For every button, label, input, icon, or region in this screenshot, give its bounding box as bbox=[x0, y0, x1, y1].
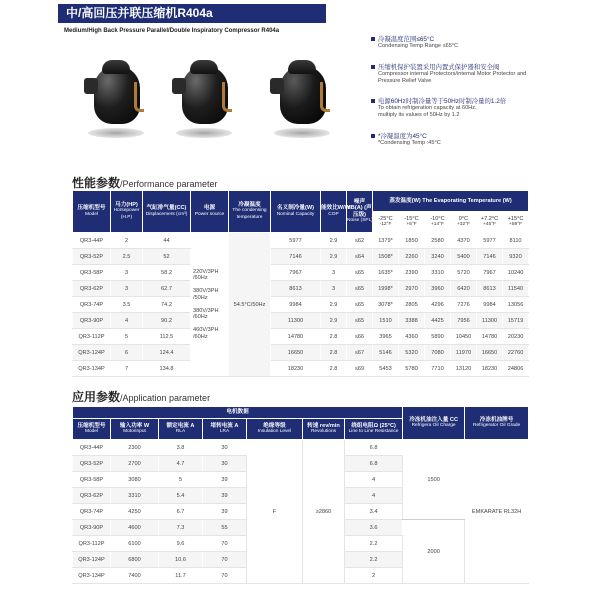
evap-value-cell: 8110 bbox=[503, 233, 529, 249]
capacity-cell: 18230 bbox=[271, 361, 321, 377]
header-revolutions: 转速 rev/min Revolutions bbox=[303, 419, 345, 440]
table-row bbox=[73, 345, 529, 361]
rla-cell: 5 bbox=[159, 472, 203, 488]
evap-value-cell: 5720 bbox=[451, 265, 477, 281]
feature-zh: *冷凝温度为45°C bbox=[378, 133, 427, 140]
header-oil-brand: 冷冻机油牌号 Refrigerator Oil Grade bbox=[465, 407, 529, 440]
resistance-cell: 4 bbox=[345, 488, 403, 504]
noise-cell: ≤69 bbox=[347, 361, 373, 377]
evap-value-cell: 3240 bbox=[425, 249, 451, 265]
header-displacement: 气缸排气量(CC) Displacement (cm³) bbox=[143, 191, 191, 233]
evap-value-cell: 18230 bbox=[477, 361, 503, 377]
model-cell: QR3-112P bbox=[73, 536, 111, 552]
evap-value-cell: 8613 bbox=[477, 281, 503, 297]
feature-item bbox=[378, 98, 554, 119]
header-motor-data: 电机数据 bbox=[73, 407, 403, 419]
performance-table bbox=[72, 190, 529, 377]
evap-value-cell: 11300 bbox=[477, 313, 503, 329]
evap-value-cell: 2260 bbox=[399, 249, 425, 265]
hp-cell: 3 bbox=[111, 281, 143, 297]
hp-cell: 6 bbox=[111, 345, 143, 361]
model-cell: QR3-44P bbox=[73, 440, 111, 456]
evap-value-cell: 7710 bbox=[425, 361, 451, 377]
cop-cell: 2.9 bbox=[321, 297, 347, 313]
rla-cell: 4.7 bbox=[159, 456, 203, 472]
noise-cell: ≤67 bbox=[347, 345, 373, 361]
header-evap-col: +7.2°C +45°F bbox=[477, 212, 503, 233]
table-row bbox=[73, 313, 529, 329]
capacity-cell: 11300 bbox=[271, 313, 321, 329]
rla-cell: 9.6 bbox=[159, 536, 203, 552]
page-title: 中/高回压并联压缩机R404a bbox=[58, 4, 326, 23]
oil-brand-cell: EMKARATE RL32H bbox=[465, 440, 529, 584]
resistance-cell: 4 bbox=[345, 472, 403, 488]
input-cell: 7400 bbox=[111, 568, 159, 584]
model-cell: QR3-124P bbox=[73, 345, 111, 361]
displacement-cell: 52 bbox=[143, 249, 191, 265]
feature-zh: 冷凝温度范围≤65°C bbox=[378, 36, 435, 43]
input-cell: 6100 bbox=[111, 536, 159, 552]
lra-cell: 39 bbox=[203, 472, 247, 488]
bullet-icon bbox=[371, 65, 375, 69]
capacity-cell: 5977 bbox=[271, 233, 321, 249]
capacity-cell: 14780 bbox=[271, 329, 321, 345]
evap-value-cell: 4425 bbox=[425, 313, 451, 329]
capacity-cell: 8613 bbox=[271, 281, 321, 297]
model-cell: QR3-134P bbox=[73, 568, 111, 584]
header-evap-col: +15°C +59°F bbox=[503, 212, 529, 233]
hp-cell: 4 bbox=[111, 313, 143, 329]
lra-cell: 39 bbox=[203, 488, 247, 504]
evap-value-cell: 7080 bbox=[425, 345, 451, 361]
rla-cell: 3.8 bbox=[159, 440, 203, 456]
capacity-cell: 16650 bbox=[271, 345, 321, 361]
resistance-cell: 3.4 bbox=[345, 504, 403, 520]
lra-cell: 70 bbox=[203, 552, 247, 568]
rla-cell: 7.3 bbox=[159, 520, 203, 536]
capacity-cell: 7967 bbox=[271, 265, 321, 281]
evap-value-cell: 7276 bbox=[451, 297, 477, 313]
evap-value-cell: 9320 bbox=[503, 249, 529, 265]
power-source-cell: 220V/3PH /60Hz 380V/3PH /50Hz 380V/3PH /60Hz 460V/3PH /60Hz bbox=[191, 233, 229, 377]
evap-value-cell: 7956 bbox=[451, 313, 477, 329]
evap-value-cell: 11540 bbox=[503, 281, 529, 297]
evap-value-cell: 9984 bbox=[477, 297, 503, 313]
header-rla: 额定电流 A RLA bbox=[159, 419, 203, 440]
noise-cell: ≤62 bbox=[347, 233, 373, 249]
condensing-temp-cell: 54.5°C/50Hz bbox=[229, 233, 271, 377]
evap-value-cell: 10450 bbox=[451, 329, 477, 345]
header-condensing: 冷凝温度 The condensing temperature bbox=[229, 191, 271, 233]
section-title-application: 应用参数/Application parameter bbox=[72, 390, 211, 404]
model-cell: QR3-58P bbox=[73, 472, 111, 488]
cop-cell: 2.9 bbox=[321, 313, 347, 329]
lra-cell: 30 bbox=[203, 456, 247, 472]
rla-cell: 11.7 bbox=[159, 568, 203, 584]
displacement-cell: 44 bbox=[143, 233, 191, 249]
lra-cell: 39 bbox=[203, 504, 247, 520]
evap-value-cell: 13056 bbox=[503, 297, 529, 313]
displacement-cell: 90.2 bbox=[143, 313, 191, 329]
evap-value-cell: 1998* bbox=[373, 281, 399, 297]
table-row bbox=[73, 440, 529, 456]
header-oil-charge: 冷冻机油注入量 CC Refrigera Oil Charge bbox=[403, 407, 465, 440]
header-insulation: 绝缘等级 Insulation Level bbox=[247, 419, 303, 440]
rla-cell: 10.6 bbox=[159, 552, 203, 568]
evap-value-cell: 5453 bbox=[373, 361, 399, 377]
cop-cell: 2.8 bbox=[321, 345, 347, 361]
input-cell: 3310 bbox=[111, 488, 159, 504]
lra-cell: 70 bbox=[203, 536, 247, 552]
cop-cell: 2.9 bbox=[321, 249, 347, 265]
oil-charge-cell: 1500 bbox=[403, 440, 465, 520]
feature-item bbox=[378, 64, 548, 85]
feature-en: Compressor internal Protectors/internal Motor Protector and Pressure Relief Valve bbox=[378, 71, 527, 84]
lra-cell: 55 bbox=[203, 520, 247, 536]
cop-cell: 3 bbox=[321, 281, 347, 297]
header-evaporating: 蒸发温度(W) The Evaporating Temperature (W) bbox=[373, 191, 529, 212]
evap-value-cell: 5977 bbox=[477, 233, 503, 249]
evap-value-cell: 1508* bbox=[373, 249, 399, 265]
input-cell: 4250 bbox=[111, 504, 159, 520]
feature-en: *Condensing Temp :45°C bbox=[378, 140, 441, 146]
evap-value-cell: 13120 bbox=[451, 361, 477, 377]
cop-cell: 2.8 bbox=[321, 361, 347, 377]
model-cell: QR3-74P bbox=[73, 297, 111, 313]
table-row bbox=[73, 297, 529, 313]
insulation-cell: F bbox=[247, 440, 303, 584]
hp-cell: 3.5 bbox=[111, 297, 143, 313]
evap-value-cell: 5400 bbox=[451, 249, 477, 265]
input-cell: 2300 bbox=[111, 440, 159, 456]
header-evap-col: -10°C +14°F bbox=[425, 212, 451, 233]
evap-value-cell: 2390 bbox=[399, 265, 425, 281]
evap-value-cell: 6420 bbox=[451, 281, 477, 297]
hp-cell: 3 bbox=[111, 265, 143, 281]
evap-value-cell: 11970 bbox=[451, 345, 477, 361]
evap-value-cell: 14780 bbox=[477, 329, 503, 345]
noise-cell: ≤65 bbox=[347, 313, 373, 329]
noise-cell: ≤65 bbox=[347, 281, 373, 297]
page-subtitle: Medium/High Back Pressure Parallel/Double Inspiratory Compressor R404a bbox=[64, 28, 280, 34]
evap-value-cell: 5146 bbox=[373, 345, 399, 361]
model-cell: QR3-90P bbox=[73, 313, 111, 329]
cop-cell: 2.9 bbox=[321, 233, 347, 249]
oil-charge-cell: 2000 bbox=[403, 520, 465, 584]
displacement-cell: 62.7 bbox=[143, 281, 191, 297]
displacement-cell: 58.2 bbox=[143, 265, 191, 281]
table-row bbox=[73, 249, 529, 265]
table-row bbox=[73, 361, 529, 377]
header-evap-col: -15°C +5°F bbox=[399, 212, 425, 233]
header-cop: 能效比W/W COP bbox=[321, 191, 347, 233]
evap-value-cell: 2580 bbox=[425, 233, 451, 249]
evap-value-cell: 7967 bbox=[477, 265, 503, 281]
rla-cell: 5.4 bbox=[159, 488, 203, 504]
header-model: 压缩机型号 Model bbox=[73, 419, 111, 440]
header-hp: 马力(HP) Horsepower (H.P) bbox=[111, 191, 143, 233]
model-cell: QR3-44P bbox=[73, 233, 111, 249]
revolutions-cell: ≥2860 bbox=[303, 440, 345, 584]
evap-value-cell: 4296 bbox=[425, 297, 451, 313]
feature-item bbox=[378, 36, 548, 50]
lra-cell: 70 bbox=[203, 568, 247, 584]
hp-cell: 5 bbox=[111, 329, 143, 345]
displacement-cell: 134.8 bbox=[143, 361, 191, 377]
resistance-cell: 3.6 bbox=[345, 520, 403, 536]
evap-value-cell: 24806 bbox=[503, 361, 529, 377]
feature-zh: 电源60Hz时制冷量等于50Hz时制冷量的1.2倍 bbox=[378, 98, 507, 105]
evap-value-cell: 3960 bbox=[425, 281, 451, 297]
compressor-image bbox=[268, 56, 332, 138]
input-cell: 3080 bbox=[111, 472, 159, 488]
evap-value-cell: 2970 bbox=[399, 281, 425, 297]
header-power: 电源 Power source bbox=[191, 191, 229, 233]
header-noise: 噪声dB(A) (声压级) Noise (SPL) bbox=[347, 191, 373, 233]
feature-zh: 压缩机保护装置采用内置式保护器和安全阀 bbox=[378, 64, 500, 71]
table-row bbox=[73, 329, 529, 345]
cop-cell: 3 bbox=[321, 265, 347, 281]
input-cell: 6800 bbox=[111, 552, 159, 568]
compressor-image bbox=[170, 56, 234, 138]
evap-value-cell: 5890 bbox=[425, 329, 451, 345]
bullet-icon bbox=[371, 134, 375, 138]
evap-value-cell: 1635* bbox=[373, 265, 399, 281]
evap-value-cell: 16650 bbox=[477, 345, 503, 361]
resistance-cell: 2 bbox=[345, 568, 403, 584]
header-lra: 堵转电流 A LRA bbox=[203, 419, 247, 440]
displacement-cell: 124.4 bbox=[143, 345, 191, 361]
input-cell: 2700 bbox=[111, 456, 159, 472]
model-cell: QR3-124P bbox=[73, 552, 111, 568]
model-cell: QR3-74P bbox=[73, 504, 111, 520]
evap-value-cell: 15719 bbox=[503, 313, 529, 329]
compressor-image bbox=[82, 56, 146, 138]
resistance-cell: 2.2 bbox=[345, 552, 403, 568]
header-evap-col: -25°C -12°F bbox=[373, 212, 399, 233]
section-title-performance: 性能参数/Performance parameter bbox=[72, 176, 218, 190]
noise-cell: ≤66 bbox=[347, 329, 373, 345]
bullet-icon bbox=[371, 37, 375, 41]
feature-en: Condensing Temp Range ≤65°C bbox=[378, 43, 459, 49]
hp-cell: 7 bbox=[111, 361, 143, 377]
resistance-cell: 6.8 bbox=[345, 440, 403, 456]
table-row bbox=[73, 281, 529, 297]
cop-cell: 2.8 bbox=[321, 329, 347, 345]
evap-value-cell: 5780 bbox=[399, 361, 425, 377]
noise-cell: ≤65 bbox=[347, 297, 373, 313]
evap-value-cell: 4360 bbox=[399, 329, 425, 345]
input-cell: 4600 bbox=[111, 520, 159, 536]
displacement-cell: 112.5 bbox=[143, 329, 191, 345]
evap-value-cell: 1850 bbox=[399, 233, 425, 249]
rla-cell: 6.7 bbox=[159, 504, 203, 520]
model-cell: QR3-52P bbox=[73, 249, 111, 265]
model-cell: QR3-90P bbox=[73, 520, 111, 536]
evap-value-cell: 4370 bbox=[451, 233, 477, 249]
model-cell: QR3-58P bbox=[73, 265, 111, 281]
hp-cell: 2 bbox=[111, 233, 143, 249]
table-row bbox=[73, 265, 529, 281]
model-cell: QR3-134P bbox=[73, 361, 111, 377]
evap-value-cell: 1379* bbox=[373, 233, 399, 249]
application-table bbox=[72, 406, 529, 584]
evap-value-cell: 5320 bbox=[399, 345, 425, 361]
model-cell: QR3-52P bbox=[73, 456, 111, 472]
model-cell: QR3-62P bbox=[73, 281, 111, 297]
bullet-icon bbox=[371, 99, 375, 103]
table-row bbox=[73, 233, 529, 249]
capacity-cell: 9984 bbox=[271, 297, 321, 313]
header-model: 压缩机型号 Model bbox=[73, 191, 111, 233]
evap-value-cell: 2805 bbox=[399, 297, 425, 313]
evap-value-cell: 10240 bbox=[503, 265, 529, 281]
capacity-cell: 7146 bbox=[271, 249, 321, 265]
evap-value-cell: 22760 bbox=[503, 345, 529, 361]
hp-cell: 2.5 bbox=[111, 249, 143, 265]
header-capacity: 名义制冷量(W) Nominal Capacity bbox=[271, 191, 321, 233]
resistance-cell: 6.8 bbox=[345, 456, 403, 472]
evap-value-cell: 7146 bbox=[477, 249, 503, 265]
model-cell: QR3-62P bbox=[73, 488, 111, 504]
header-input: 输入功率 W Motorinput bbox=[111, 419, 159, 440]
resistance-cell: 2.2 bbox=[345, 536, 403, 552]
noise-cell: ≤65 bbox=[347, 265, 373, 281]
lra-cell: 30 bbox=[203, 440, 247, 456]
header-evap-col: 0°C +32°F bbox=[451, 212, 477, 233]
evap-value-cell: 3388 bbox=[399, 313, 425, 329]
noise-cell: ≤64 bbox=[347, 249, 373, 265]
displacement-cell: 74.2 bbox=[143, 297, 191, 313]
feature-en: To obtain refrigeration capacity at 60Hz，multiply its values of 50Hz by 1.2 bbox=[378, 105, 481, 118]
model-cell: QR3-112P bbox=[73, 329, 111, 345]
evap-value-cell: 3965 bbox=[373, 329, 399, 345]
evap-value-cell: 1510 bbox=[373, 313, 399, 329]
feature-item bbox=[378, 133, 548, 147]
evap-value-cell: 3310 bbox=[425, 265, 451, 281]
evap-value-cell: 3078* bbox=[373, 297, 399, 313]
evap-value-cell: 20230 bbox=[503, 329, 529, 345]
header-resistance: 绕组电阻Ω (25°C) Line to Line Resistance bbox=[345, 419, 403, 440]
